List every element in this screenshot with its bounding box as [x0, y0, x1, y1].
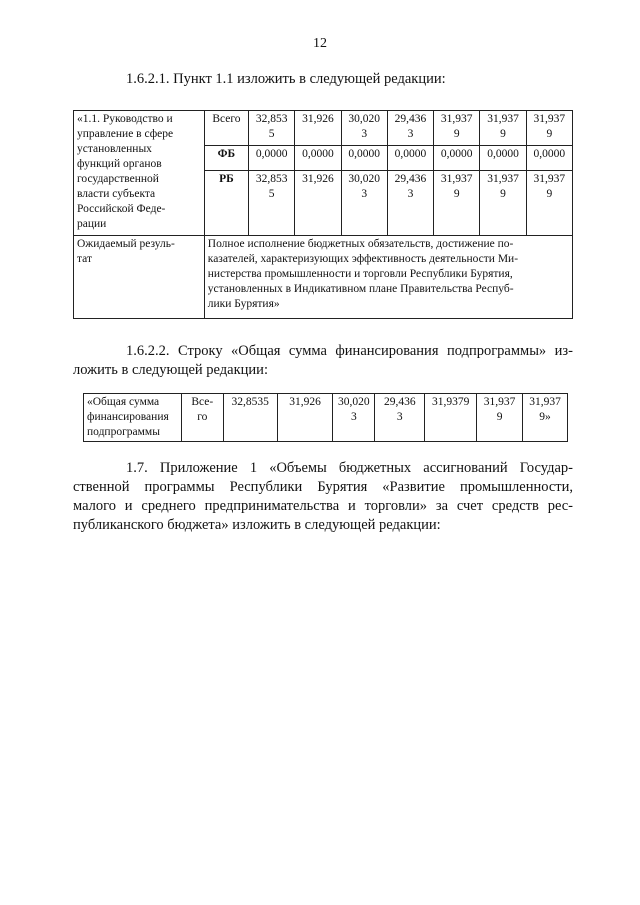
- expected-result-label: Ожидаемый резуль- тат: [74, 236, 205, 319]
- value-cell: 32,853 5: [249, 171, 295, 236]
- value-cell: 31,926: [295, 171, 341, 236]
- value-cell: 0,0000: [249, 146, 295, 171]
- value-cell: 30,020 3: [341, 171, 387, 236]
- funding-table-1: [73, 110, 573, 319]
- paragraph-text: 1.6.2.1. Пункт 1.1 изложить в следующей редакции:: [126, 71, 446, 87]
- value-cell: 29,436 3: [375, 394, 425, 442]
- paragraph-1-6-2-1: [126, 70, 446, 89]
- value-cell: 31,937 9: [480, 111, 526, 146]
- value-cell: 31,937 9: [526, 111, 572, 146]
- value-cell: 0,0000: [434, 146, 480, 171]
- value-cell: 31,937 9: [526, 171, 572, 236]
- value-cell: 31,926: [295, 111, 341, 146]
- value-cell: 0,0000: [480, 146, 526, 171]
- item-name-cell: «1.1. Руководство и управление в сфере установленных функций органов государственной власти субъекта Российской Феде- рации: [74, 111, 205, 236]
- paragraph-1-6-2-2: 1.6.2.2. Строку «Общая сумма финансирования подпрограммы» из- ложить в следующей редакции:: [73, 343, 573, 378]
- page-number: 12: [313, 36, 327, 51]
- table-row: [74, 111, 573, 146]
- row-label: РБ: [204, 171, 248, 236]
- value-cell: 31,937 9»: [523, 394, 568, 442]
- value-cell: 31,937 9: [477, 394, 523, 442]
- value-cell: 0,0000: [295, 146, 341, 171]
- value-cell: 30,020 3: [333, 394, 375, 442]
- row-label: Всего: [204, 111, 248, 146]
- value-cell: 0,0000: [387, 146, 433, 171]
- table-row: [74, 236, 573, 319]
- funding-table-2: [83, 393, 568, 442]
- value-cell: 31,926: [277, 394, 333, 442]
- value-cell: 32,853 5: [249, 111, 295, 146]
- table-row: [84, 394, 568, 442]
- value-cell: 32,8535: [223, 394, 277, 442]
- value-cell: 31,9379: [425, 394, 477, 442]
- value-cell: 0,0000: [526, 146, 572, 171]
- value-cell: 31,937 9: [434, 111, 480, 146]
- paragraph-1-7: 1.7. Приложение 1 «Объемы бюджетных ассигнований Государ- ственной программы Республики Бурятия «Развитие промышленности, малого и среднего предпринимательства и торговли» за счет средств рес- публиканского бюджета» изложить в следующей редакции:: [73, 460, 573, 533]
- expected-result-text: Полное исполнение бюджетных обязательств, достижение по- казателей, характеризующих эффективность деятельности Ми- нистерства промышленности и торговли Республики Бурятия, установленных в Индикативном плане Правительства Респуб- лики Бурятия»: [204, 236, 572, 319]
- item-name-cell: «Общая сумма финансирования подпрограммы: [84, 394, 182, 442]
- value-cell: 31,937 9: [434, 171, 480, 236]
- value-cell: 0,0000: [341, 146, 387, 171]
- value-cell: 30,020 3: [341, 111, 387, 146]
- row-label: Все- го: [181, 394, 223, 442]
- value-cell: 29,436 3: [387, 111, 433, 146]
- value-cell: 31,937 9: [480, 171, 526, 236]
- row-label: ФБ: [204, 146, 248, 171]
- value-cell: 29,436 3: [387, 171, 433, 236]
